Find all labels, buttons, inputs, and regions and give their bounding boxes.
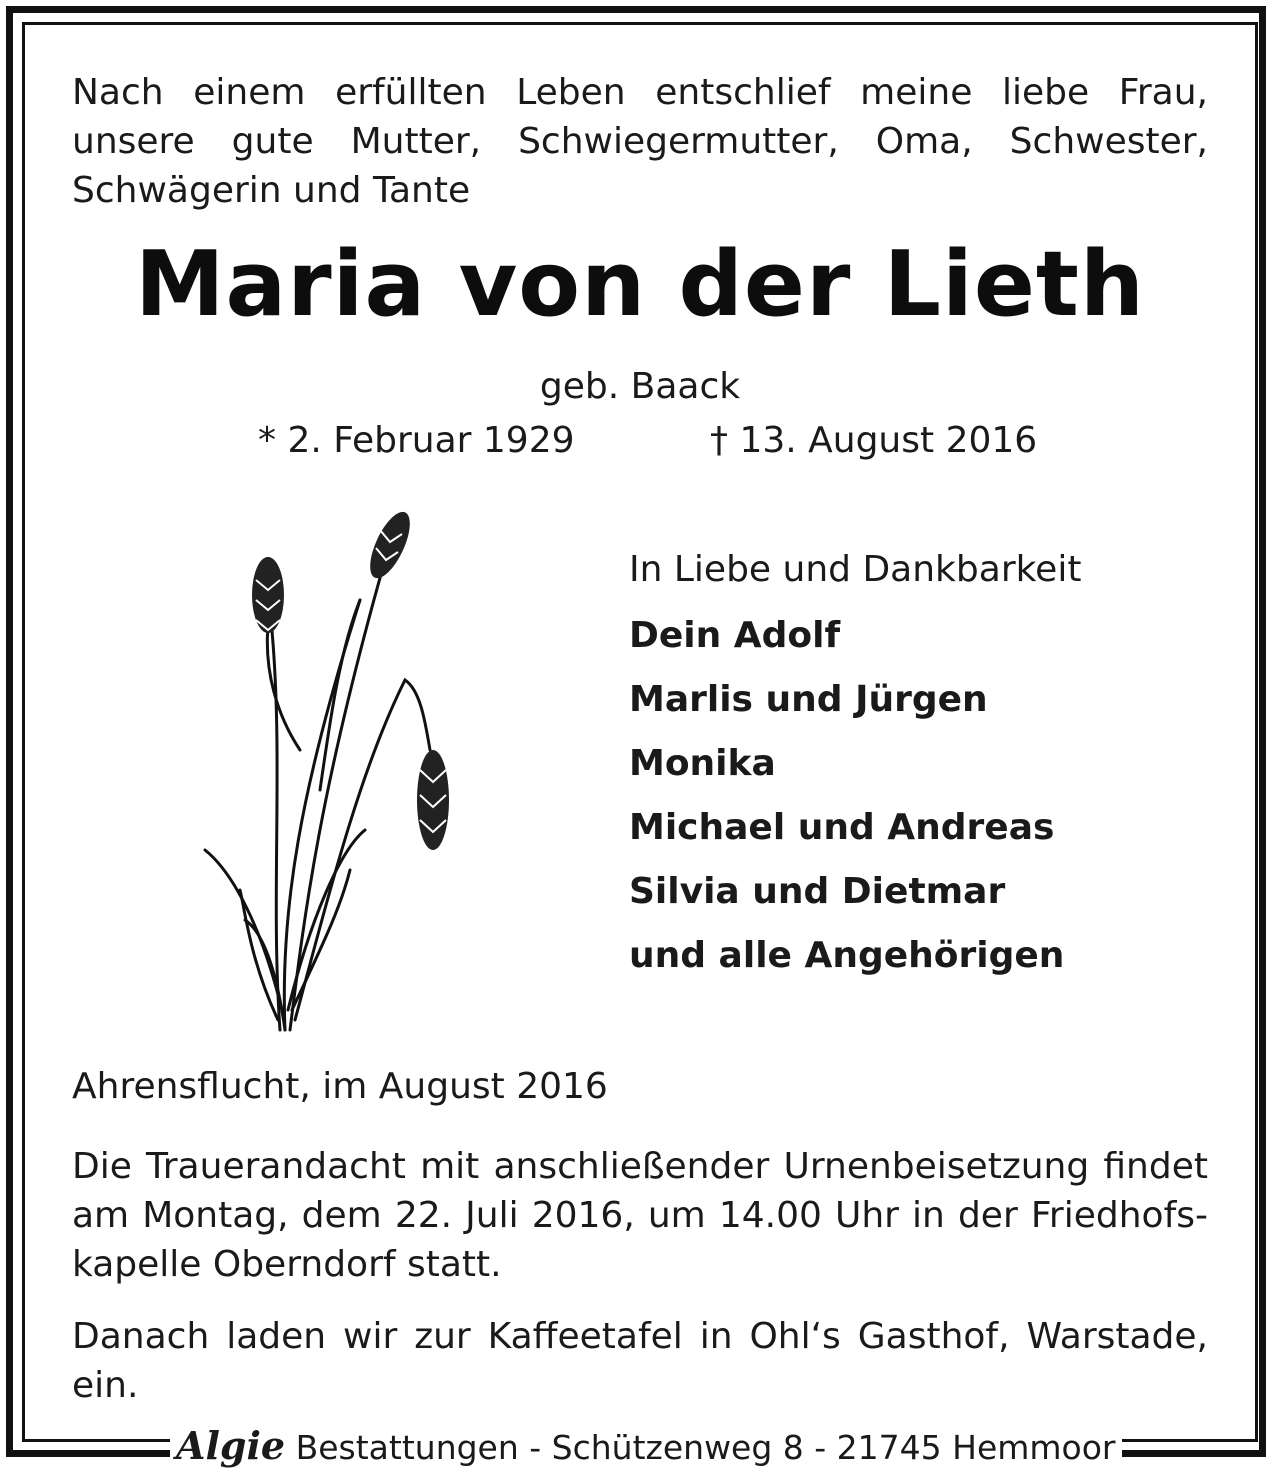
mourners-intro: In Liebe und Dankbarkeit [629,549,1082,590]
wheat-ears-illustration [190,490,490,1050]
coffee-line: ein. [72,1365,139,1406]
service-line: kapelle Oberndorf statt. [72,1244,502,1285]
death-date: † 13. August 2016 [710,420,1038,461]
mourner-name: Monika [629,743,776,784]
funeral-home-address: Bestattungen - Schützenweg 8 - 21745 Hemmoor [295,1428,1116,1467]
intro-line: Nach einem erfüllten Leben entschlief meine liebe Frau, [72,72,1208,113]
mourner-name: Dein Adolf [629,615,841,656]
place-date: Ahrensflucht, im August 2016 [72,1066,608,1107]
funeral-home-footer [170,1421,1122,1471]
intro-line: unsere gute Mutter, Schwiegermutter, Oma, Schwester, [72,121,1208,162]
coffee-invitation [72,1312,1208,1410]
mourner-name: und alle Angehörigen [629,935,1065,976]
mourner-name: Michael und Andreas [629,807,1055,848]
coffee-line: Danach laden wir zur Kaffeetafel in Ohl‘s Gasthof, Warstade, [72,1316,1208,1357]
funeral-home-logo: Algie [176,1423,286,1468]
service-info [72,1142,1208,1289]
intro-text [72,68,1208,215]
deceased-name: Maria von der Lieth [134,232,1145,337]
mourner-name: Marlis und Jürgen [629,679,988,720]
intro-line: Schwägerin und Tante [72,170,471,211]
maiden-name: geb. Baack [539,366,741,407]
birth-date: * 2. Februar 1929 [258,420,575,461]
service-line: am Montag, dem 22. Juli 2016, um 14.00 Uhr in der Friedhofs- [72,1195,1208,1236]
mourners-list [629,604,1064,988]
service-line: Die Trauerandacht mit anschließender Urnenbeisetzung findet [72,1146,1208,1187]
mourner-name: Silvia und Dietmar [629,871,1006,912]
